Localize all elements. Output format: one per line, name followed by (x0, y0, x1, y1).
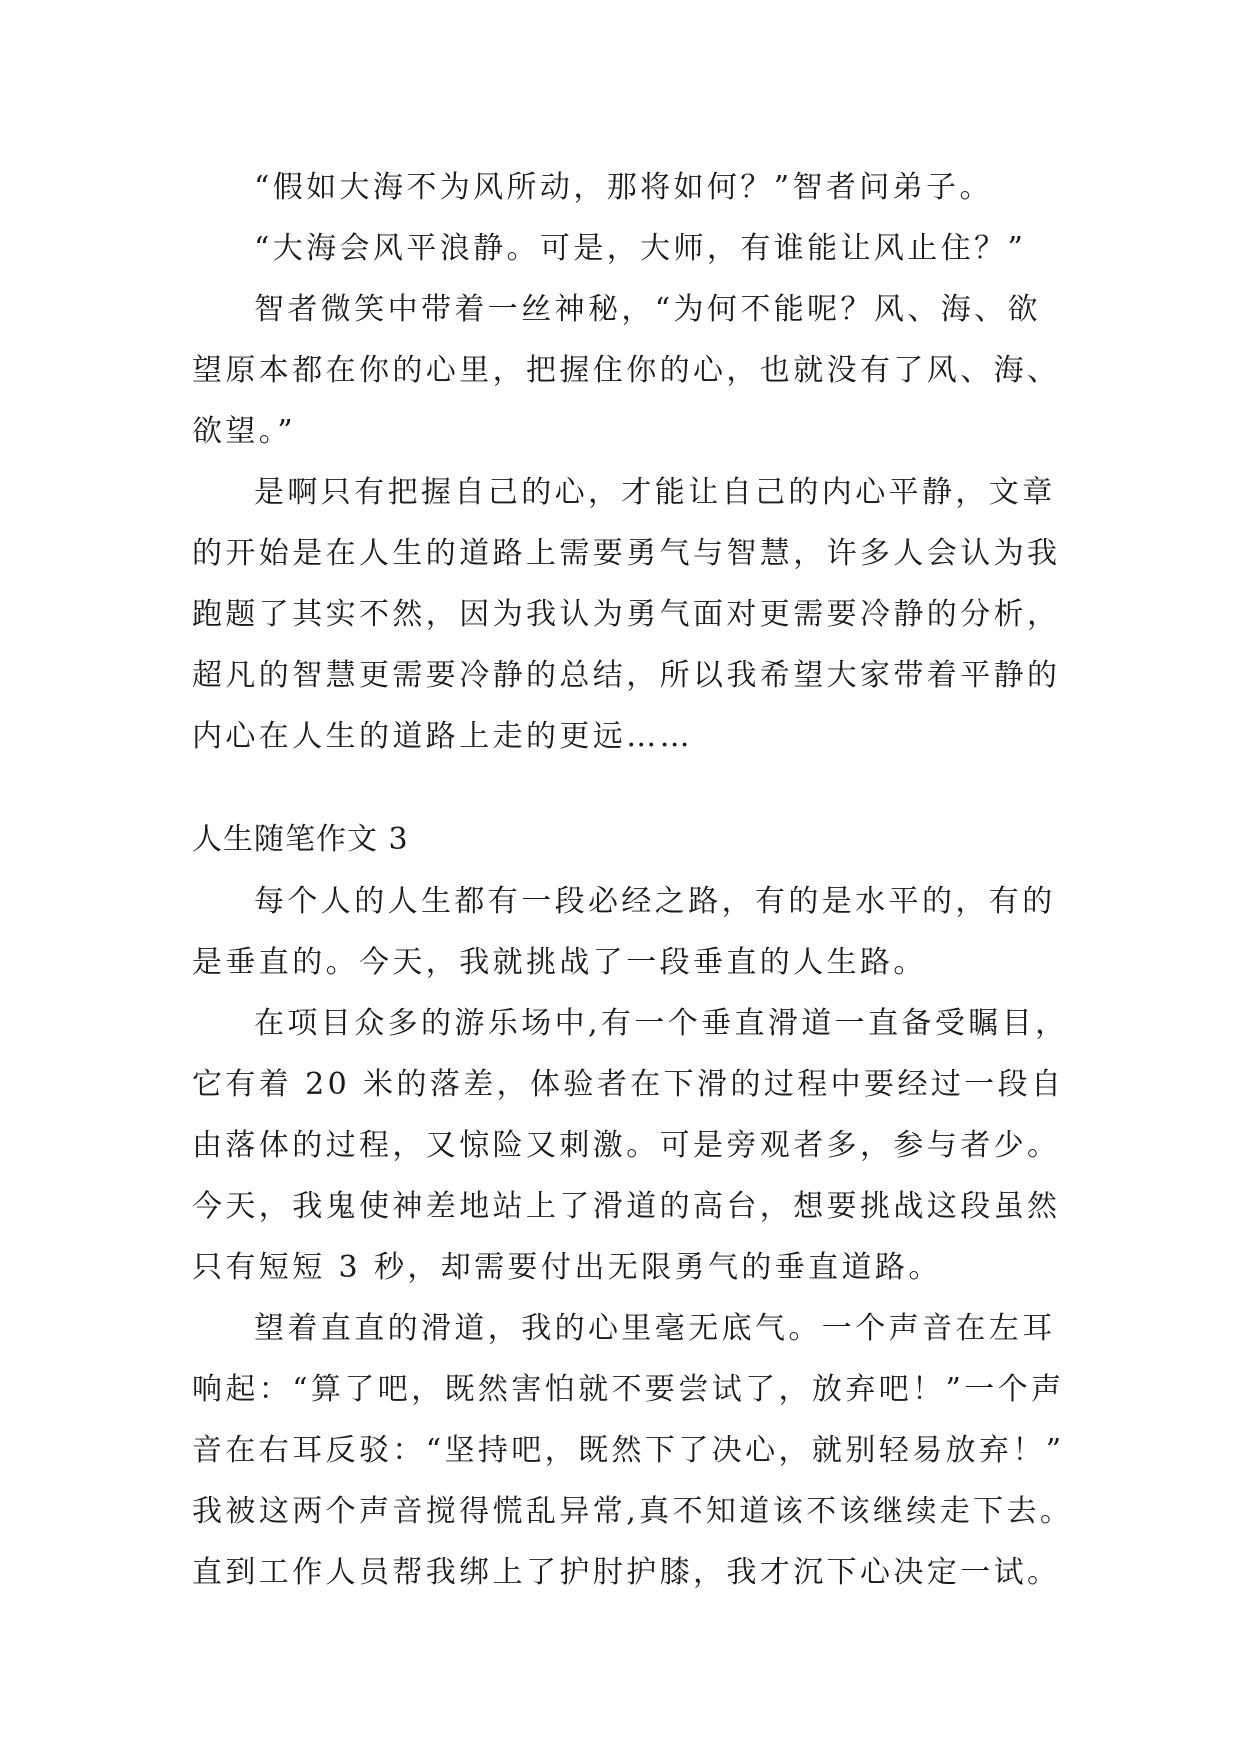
paragraph-line: “假如大海不为风所动，那将如何？”智者问弟子。 (254, 170, 993, 205)
paragraph-line: 由落体的过程，又惊险又刺激。可是旁观者多，参与者少。 (192, 1128, 1061, 1163)
paragraph-line: 音在右耳反驳：“坚持吧，既然下了决心，就别轻易放弃！” (192, 1433, 1065, 1468)
paragraph-line: 我被这两个声音搅得慌乱异常,真不知道该不该继续走下去。 (192, 1494, 1074, 1529)
paragraph-line: 它有着 20 米的落差，体验者在下滑的过程中要经过一段自 (192, 1067, 1065, 1102)
paragraph-line: 直到工作人员帮我绑上了护肘护膝，我才沉下心决定一试。 (192, 1555, 1061, 1590)
paragraph-line: 响起：“算了吧，既然害怕就不要尝试了，放弃吧！”一个声 (192, 1372, 1065, 1407)
paragraph-line: 只有短短 3 秒，却需要付出无限勇气的垂直道路。 (192, 1250, 942, 1285)
paragraph-line: 超凡的智慧更需要冷静的总结，所以我希望大家带着平静的 (192, 658, 1061, 693)
paragraph-line: 智者微笑中带着一丝神秘，“为何不能呢？风、海、欲 (254, 292, 1041, 327)
section-heading: 人生随笔作文 3 (192, 822, 409, 857)
paragraph-line: 是垂直的。今天，我就挑战了一段垂直的人生路。 (192, 945, 927, 980)
paragraph-line: 每个人的人生都有一段必经之路，有的是水平的，有的 (254, 884, 1056, 919)
paragraph-line: 望着直直的滑道，我的心里毫无底气。一个声音在左耳 (254, 1311, 1056, 1346)
paragraph-line: 欲望。” (192, 414, 296, 449)
paragraph-line: 的开始是在人生的道路上需要勇气与智慧，许多人会认为我 (192, 536, 1061, 571)
paragraph-line: 跑题了其实不然，因为我认为勇气面对更需要冷静的分析， (192, 597, 1061, 632)
paragraph-line: “大海会风平浪静。可是，大师，有谁能让风止住？” (254, 231, 1027, 266)
paragraph-line: 内心在人生的道路上走的更远…… (192, 719, 693, 754)
paragraph-line: 是啊只有把握自己的心，才能让自己的内心平静，文章 (254, 475, 1056, 510)
paragraph-line: 在项目众多的游乐场中,有一个垂直滑道一直备受瞩目， (254, 1006, 1069, 1041)
paragraph-line: 望原本都在你的心里，把握住你的心，也就没有了风、海、 (192, 353, 1061, 388)
paragraph-line: 今天，我鬼使神差地站上了滑道的高台，想要挑战这段虽然 (192, 1189, 1061, 1224)
